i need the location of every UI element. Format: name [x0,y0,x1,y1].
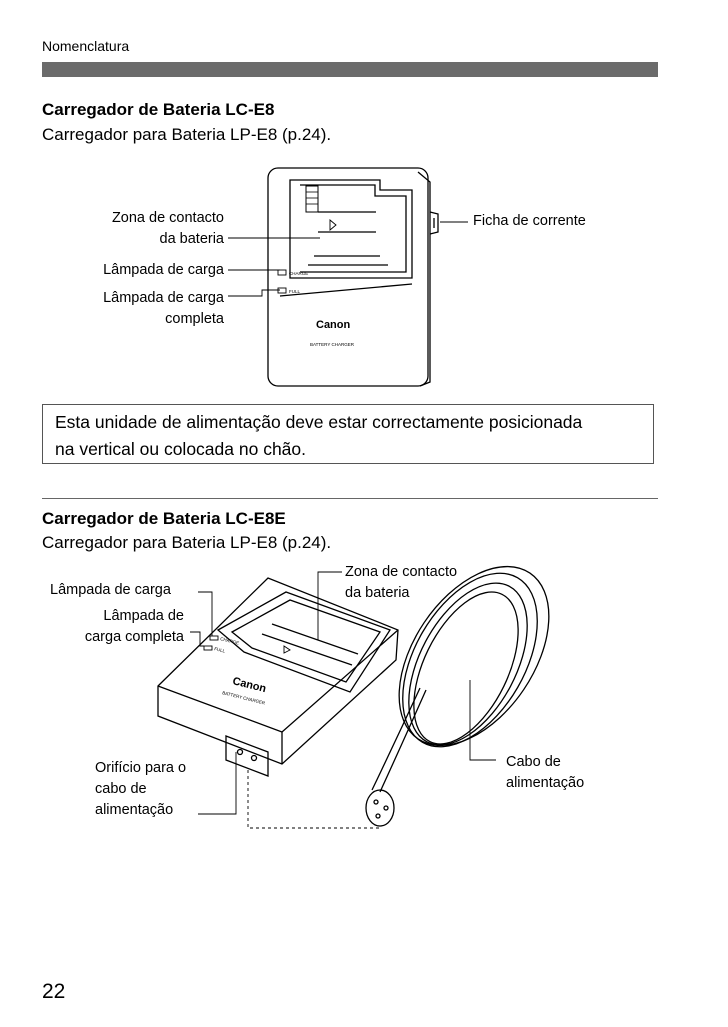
charger1-subtitle: Carregador para Bateria LP-E8 (p.24). [42,125,332,144]
charger1-brand: Canon [316,319,351,331]
charger1-model: BATTERY CHARGER [310,342,355,347]
label-cord-socket: Orifício para o cabo de alimentação [95,760,187,818]
charger2-charge-text: CHARGE [219,636,240,646]
label-charge-lamp-1: Lâmpada de carga [103,262,224,278]
label-power-cord: Cabo de alimentação [506,754,585,791]
charger1-illustration [228,168,468,386]
label-charge-lamp-2: Lâmpada de carga [50,582,171,598]
page-number: 22 [42,980,66,1003]
charger2-illustration [158,540,580,828]
charger2-model: BATTERY CHARGER [221,690,266,706]
charger2-title: Carregador de Bateria LC-E8E [42,509,286,528]
label-plug: Ficha de corrente [473,213,586,229]
note-box: Esta unidade de alimentação deve estar correctamente posicionada na vertical ou colocada no chão. [42,404,654,464]
label-contact-zone-1: Zona de contacto da bateria [111,210,224,247]
charger1-full-text: FULL [289,289,301,294]
charger2-subtitle: Carregador para Bateria LP-E8 (p.24). [42,533,332,552]
charger2-brand: Canon [231,675,268,696]
charger1-charge-text: CHARGE [289,271,309,276]
label-full-lamp-2: Lâmpada de carga completa [84,608,184,645]
section-header: Nomenclatura [42,38,130,54]
charger2-full-text: FULL [213,646,226,654]
charger1-title: Carregador de Bateria LC-E8 [42,100,275,119]
label-contact-zone-2: Zona de contacto da bateria [345,564,458,601]
label-full-lamp-1: Lâmpada de carga completa [103,290,224,327]
